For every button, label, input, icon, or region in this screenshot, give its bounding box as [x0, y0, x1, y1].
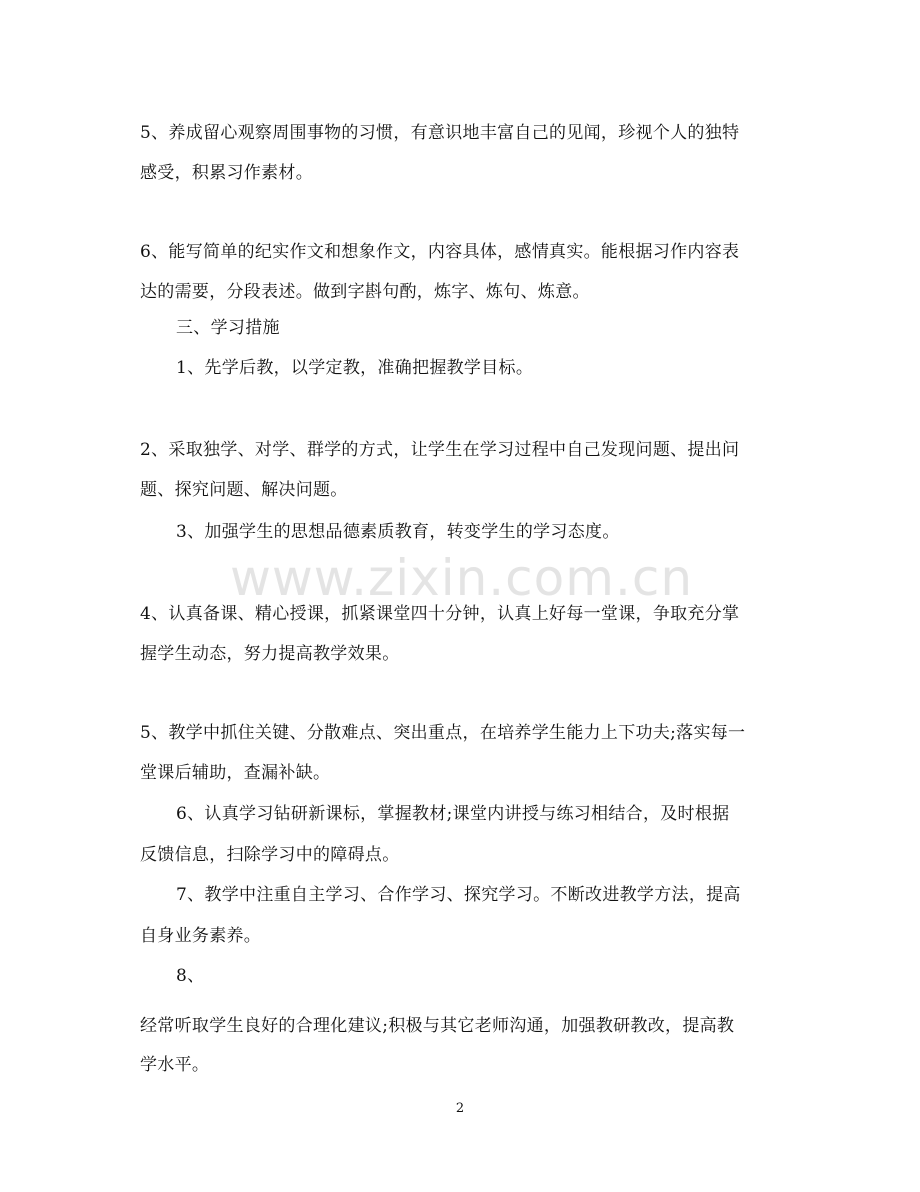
- paragraph-line: 1、先学后教，以学定教，准确把握教学目标。: [176, 358, 534, 378]
- paragraph-line: 6、能写简单的纪实作文和想象作文，内容具体，感情真实。能根据习作内容表: [140, 242, 740, 262]
- paragraph-line: 经常听取学生良好的合理化建议;积极与其它老师沟通，加强教研教改，提高教: [140, 1016, 735, 1036]
- paragraph-line: 题、探究问题、解决问题。: [140, 480, 348, 500]
- paragraph-line: 反馈信息，扫除学习中的障碍点。: [140, 845, 400, 865]
- section-heading: 三、学习措施: [176, 318, 280, 338]
- paragraph-line: 3、加强学生的思想品德素质教育，转变学生的学习态度。: [176, 522, 620, 542]
- paragraph-line: 6、认真学习钻研新课标，掌握教材;课堂内讲授与练习相结合，及时根据: [176, 804, 730, 824]
- paragraph-line: 4、认真备课、精心授课，抓紧课堂四十分钟，认真上好每一堂课，争取充分掌: [140, 604, 740, 624]
- paragraph-line: 握学生动态，努力提高教学效果。: [140, 644, 400, 664]
- paragraph-line: 2、采取独学、对学、群学的方式，让学生在学习过程中自己发现问题、提出问: [140, 440, 740, 460]
- paragraph-line: 堂课后辅助，查漏补缺。: [140, 763, 331, 783]
- paragraph-line: 自身业务素养。: [140, 926, 262, 946]
- paragraph-line: 7、教学中注重自主学习、合作学习、探究学习。不断改进教学方法，提高: [176, 885, 741, 905]
- paragraph-line: 5、养成留心观察周围事物的习惯，有意识地丰富自己的见闻，珍视个人的独特: [140, 123, 740, 143]
- paragraph-line: 感受，积累习作素材。: [140, 163, 313, 183]
- paragraph-line: 学水平。: [140, 1055, 210, 1075]
- paragraph-line: 8、: [176, 966, 205, 986]
- paragraph-line: 5、教学中抓住关键、分散难点、突出重点，在培养学生能力上下功夫;落实每一: [140, 723, 746, 743]
- page-number: 2: [455, 1101, 465, 1116]
- paragraph-line: 达的需要，分段表述。做到字斟句酌，炼字、炼句、炼意。: [140, 282, 590, 302]
- watermark: www.zixin.com.cn: [230, 549, 694, 607]
